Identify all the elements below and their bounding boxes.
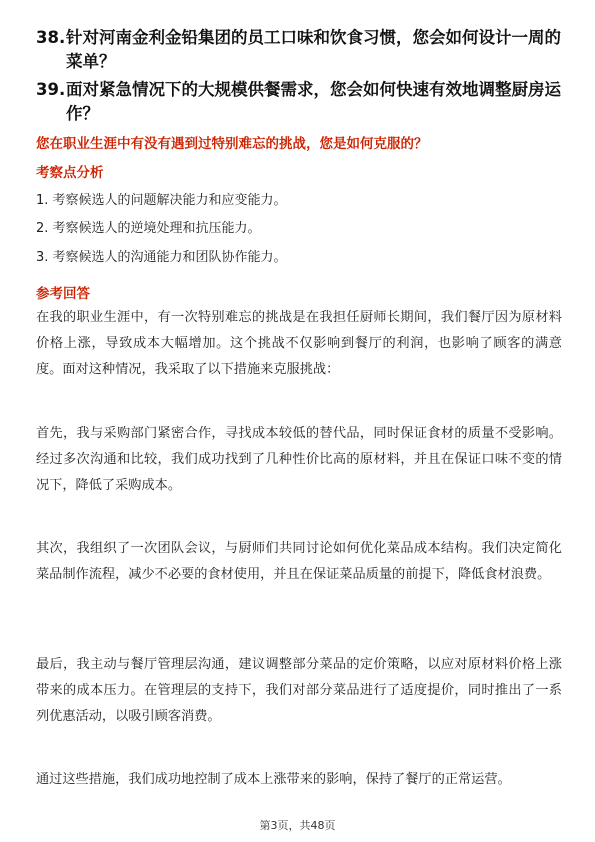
answer-paragraph: 其次，我组织了一次团队会议，与厨师们共同讨论如何优化菜品成本结构。我们决定简化菜品制作流程，减少不必要的食材使用，并且在保证菜品质量的前提下，降低食材浪费。: [36, 541, 562, 582]
answer-paragraph: 通过这些措施，我们成功地控制了成本上涨带来的影响，保持了餐厅的正常运营。: [36, 772, 511, 787]
interview-question: 您在职业生涯中有没有遇到过特别难忘的挑战，您是如何克服的？: [36, 136, 428, 152]
analysis-point: 2. 考察候选人的逆境处理和抗压能力。: [36, 221, 261, 236]
question-number: 38.: [36, 28, 66, 47]
question-item-39: [36, 78, 561, 126]
analysis-point: 3. 考察候选人的沟通能力和团队协作能力。: [36, 250, 287, 265]
question-text: 针对河南金利金铅集团的员工口味和饮食习惯，您会如何设计一周的菜单？: [66, 28, 561, 71]
analysis-heading: 考察点分析: [36, 165, 104, 181]
question-item-38: [36, 26, 561, 74]
question-text: 面对紧急情况下的大规模供餐需求，您会如何快速有效地调整厨房运作？: [66, 80, 561, 123]
answer-paragraph: 最后，我主动与餐厅管理层沟通，建议调整部分菜品的定价策略，以应对原材料价格上涨带来的成本压力。在管理层的支持下，我们对部分菜品进行了适度提价，同时推出了一系列优惠活动，以吸引顾客消费。: [36, 657, 562, 724]
page-number: 第3页，共48页: [259, 819, 336, 832]
answer-paragraph: 首先，我与采购部门紧密合作，寻找成本较低的替代品，同时保证食材的质量不受影响。经过多次沟通和比较，我们成功找到了几种性价比高的原材料，并且在保证口味不变的情况下，降低了采购成本。: [36, 426, 562, 493]
question-number: 39.: [36, 80, 66, 99]
answer-paragraph: 在我的职业生涯中，有一次特别难忘的挑战是在我担任厨师长期间，我们餐厅因为原材料价格上涨，导致成本大幅增加。这个挑战不仅影响到餐厅的利润，也影响了顾客的满意度。面对这种情况，我采取了以下措施来克服挑战：: [36, 310, 562, 377]
analysis-point: 1. 考察候选人的问题解决能力和应变能力。: [36, 193, 287, 208]
answer-heading: 参考回答: [36, 286, 90, 302]
